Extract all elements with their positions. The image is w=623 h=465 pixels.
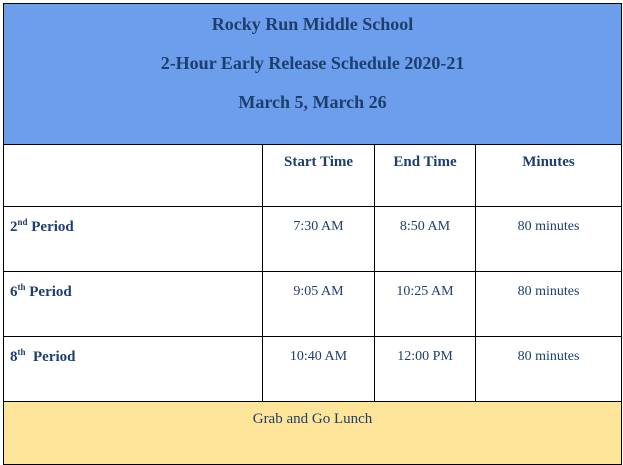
start-time: 9:05 AM — [263, 272, 375, 337]
minutes: 80 minutes — [476, 337, 622, 402]
start-time: 7:30 AM — [263, 207, 375, 272]
schedule-table — [3, 3, 622, 465]
end-time: 8:50 AM — [375, 207, 476, 272]
minutes: 80 minutes — [476, 272, 622, 337]
period-number: 8 — [10, 349, 18, 365]
column-header-row — [4, 145, 622, 207]
minutes: 80 minutes — [476, 207, 622, 272]
period-label: Period — [25, 349, 76, 365]
lunch-row — [4, 402, 622, 465]
period-label: Period — [27, 219, 74, 235]
end-time: 10:25 AM — [375, 272, 476, 337]
table-row — [4, 337, 622, 402]
period-cell — [4, 272, 263, 337]
period-number: 2 — [10, 219, 18, 235]
column-header-period — [4, 145, 263, 207]
lunch-banner: Grab and Go Lunch — [4, 402, 622, 465]
period-cell — [4, 207, 263, 272]
table-row — [4, 272, 622, 337]
schedule-dates: March 5, March 26 — [238, 92, 387, 112]
title-row — [4, 4, 622, 145]
table-row — [4, 207, 622, 272]
title-banner — [4, 4, 622, 145]
period-suffix: th — [17, 282, 26, 292]
period-suffix: nd — [17, 217, 28, 227]
schedule-title: 2-Hour Early Release Schedule 2020-21 — [160, 53, 465, 73]
period-number: 6 — [10, 284, 18, 300]
end-time: 12:00 PM — [375, 337, 476, 402]
period-suffix: th — [17, 347, 26, 357]
start-time: 10:40 AM — [263, 337, 375, 402]
column-header-end: End Time — [375, 145, 476, 207]
period-label: Period — [25, 284, 72, 300]
column-header-start: Start Time — [263, 145, 375, 207]
column-header-minutes: Minutes — [476, 145, 622, 207]
school-name: Rocky Run Middle School — [211, 14, 414, 34]
period-cell — [4, 337, 263, 402]
